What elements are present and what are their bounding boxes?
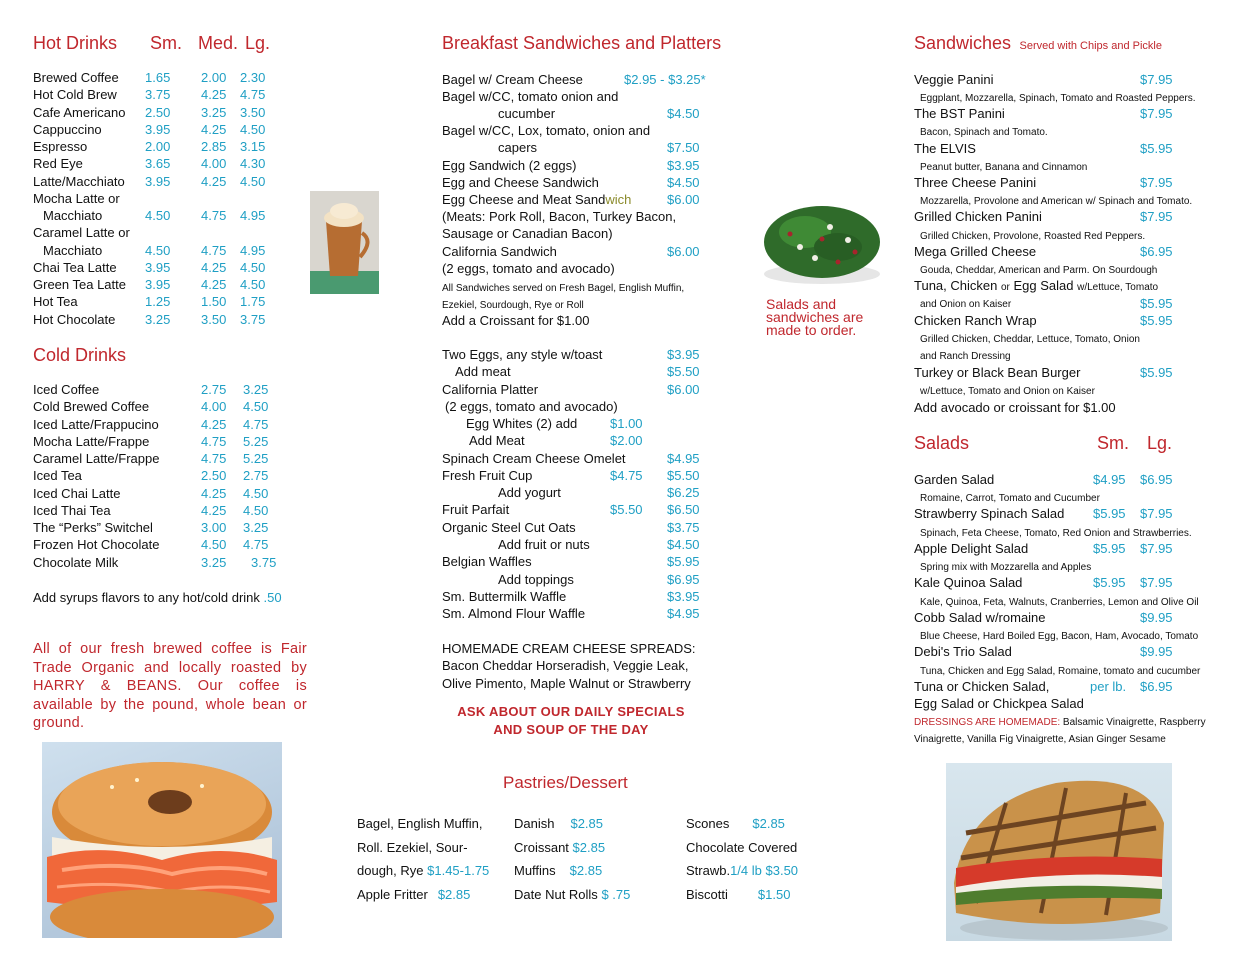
cold-drink-price-med: 4.25 xyxy=(201,416,227,432)
made-to-order-note: Salads and sandwiches are made to order. xyxy=(766,296,864,338)
hot-drink-name: Espresso xyxy=(33,139,88,154)
hot-drink-price-sm: 4.50 xyxy=(145,242,171,258)
price-kale-sm: $5.95 xyxy=(1093,575,1126,590)
cold-drink-price-lg: 4.75 xyxy=(243,416,269,432)
desc-mega-grilled-cheese: Gouda, Cheddar, American and Parm. On Sourdough xyxy=(920,265,1158,276)
hot-drink-name: Cappuccino xyxy=(33,121,102,137)
cold-drink-name: Cold Brewed Coffee xyxy=(33,399,150,415)
price-oats: $3.75 xyxy=(667,520,700,535)
item-add-fruit: Add fruit or nuts xyxy=(498,537,590,552)
hot-drink-price-lg: 4.95 xyxy=(240,208,266,223)
cold-drink-price-med: 3.25 xyxy=(201,554,227,570)
cold-drink-row xyxy=(33,554,293,571)
desc-cobb-salad: Blue Cheese, Hard Boiled Egg, Bacon, Ham, Avocado, Tomato xyxy=(920,631,1199,642)
cold-drink-name: Iced Latte/Frappucino xyxy=(33,416,159,432)
pastry-strawberries: Strawb.1/4 lb $3.50 xyxy=(686,863,799,878)
price-kale-lg: $7.95 xyxy=(1140,575,1173,590)
cold-drink-row xyxy=(33,485,293,502)
hot-drink-price-lg: 4.50 xyxy=(240,173,266,189)
cold-drink-name: Iced Chai Latte xyxy=(33,485,121,501)
item-debi-trio: Debi's Trio Salad xyxy=(914,644,1012,659)
cold-drinks-list xyxy=(33,381,293,571)
hot-drink-price-med: 4.25 xyxy=(201,121,227,137)
price-elvis: $5.95 xyxy=(1140,141,1173,156)
item-chicken-ranch: Chicken Ranch Wrap xyxy=(914,313,1037,328)
desc-strawberry-salad: Spinach, Feta Cheese, Tomato, Red Onion and Strawberries. xyxy=(920,528,1192,539)
price-garden-lg: $6.95 xyxy=(1140,472,1173,487)
hot-drink-name: Hot Chocolate xyxy=(33,311,116,327)
cold-drink-price-med: 4.25 xyxy=(201,485,227,501)
item-grilled-chicken: Grilled Chicken Panini xyxy=(914,209,1042,224)
desc-bst-panini: Bacon, Spinach and Tomato. xyxy=(920,127,1048,138)
hot-drink-price-med: 2.00 xyxy=(201,70,227,85)
price-parfait-sm: $5.50 xyxy=(610,502,643,517)
cold-drink-name: The “Perks” Switchel xyxy=(33,520,153,535)
item-bst-panini: The BST Panini xyxy=(914,106,1005,121)
hot-drink-price-lg: 4.30 xyxy=(240,156,266,172)
item-bagel-cc: Bagel w/ Cream Cheese xyxy=(442,72,583,87)
cold-drink-name: Frozen Hot Chocolate xyxy=(33,537,160,553)
dressings-note-1: DRESSINGS ARE HOMEMADE: Balsamic Vinaigrette, Raspberry xyxy=(914,717,1206,728)
item-toppings: Add toppings xyxy=(498,572,574,587)
price-add-meat-2: $2.00 xyxy=(610,433,643,448)
item-kale-salad: Kale Quinoa Salad xyxy=(914,575,1023,590)
price-bst-panini: $7.95 xyxy=(1140,106,1173,121)
item-omelet: Spinach Cream Cheese Omelet xyxy=(442,451,626,466)
cold-drink-name: Mocha Latte/Frappe xyxy=(33,433,150,449)
price-toppings: $6.95 xyxy=(667,572,700,587)
hot-drink-row xyxy=(33,207,293,224)
hot-drink-price-med: 3.25 xyxy=(201,104,227,120)
item-waffles: Belgian Waffles xyxy=(442,554,532,569)
hot-drink-row xyxy=(33,311,293,328)
desc-three-cheese: Mozzarella, Provolone and American w/ Spinach and Tomato. xyxy=(920,196,1193,207)
hot-drink-name: Latte/Macchiato xyxy=(33,173,125,189)
price-cobb-salad: $9.95 xyxy=(1140,610,1173,625)
price-garden-sm: $4.95 xyxy=(1093,472,1126,487)
hot-size-lg: Lg. xyxy=(245,33,271,53)
cold-drink-name: Caramel Latte/Frappe xyxy=(33,451,160,466)
cold-drink-price-med: 2.75 xyxy=(201,382,227,397)
hot-drink-price-med: 4.00 xyxy=(201,156,227,172)
pastry-biscotti: Biscotti $1.50 xyxy=(686,887,791,902)
hot-drink-row xyxy=(33,86,293,103)
price-strawberry-lg: $7.95 xyxy=(1140,506,1173,521)
mocha-latte-photo xyxy=(310,191,379,294)
item-egg-cheese: Egg and Cheese Sandwich xyxy=(442,175,599,190)
hot-drink-row xyxy=(33,224,293,241)
hot-drink-price-lg: 2.30 xyxy=(240,70,266,85)
hot-drink-price-med: 2.85 xyxy=(201,139,227,154)
item-buttermilk: Sm. Buttermilk Waffle xyxy=(442,589,567,604)
hot-drink-price-med: 4.25 xyxy=(201,87,227,103)
price-apple-lg: $7.95 xyxy=(1140,541,1173,556)
hot-size-med: Med. xyxy=(198,33,239,53)
hot-drink-price-sm: 3.95 xyxy=(145,121,171,137)
item-veggie-panini: Veggie Panini xyxy=(914,72,994,87)
bagel-lox-photo xyxy=(42,742,282,938)
price-bagel-cc: $2.95 - $3.25* xyxy=(624,72,706,87)
cold-drink-row xyxy=(33,536,293,553)
price-egg-whites: $1.00 xyxy=(610,416,643,431)
meats-note-1: (Meats: Pork Roll, Bacon, Turkey Bacon, xyxy=(442,209,677,224)
avocado-note: Add avocado or croissant for $1.00 xyxy=(914,400,1116,415)
kale-salad-photo xyxy=(760,192,884,288)
cold-drink-row xyxy=(33,381,293,398)
hot-drink-row xyxy=(33,190,293,207)
hot-drink-row xyxy=(33,104,293,121)
desc-tuna-chicken-egg: and Onion on Kaiser xyxy=(920,299,1012,310)
price-three-cheese: $7.95 xyxy=(1140,175,1173,190)
syrup-note: Add syrups flavors to any hot/cold drink .50 xyxy=(33,590,282,605)
california-desc: (2 eggs, tomato and avocado) xyxy=(442,261,615,276)
item-egg-whites: Egg Whites (2) add xyxy=(466,416,578,431)
hot-drink-name: Red Eye xyxy=(33,156,83,172)
hot-drink-price-sm: 3.95 xyxy=(145,259,171,275)
salads-size-sm: Sm. xyxy=(1097,433,1130,453)
price-fruit-cup-sm: $4.75 xyxy=(610,468,643,483)
price-apple-sm: $5.95 xyxy=(1093,541,1126,556)
item-garden-salad: Garden Salad xyxy=(914,472,995,487)
desc-kale-salad: Kale, Quinoa, Feta, Walnuts, Cranberries, Lemon and Olive Oil xyxy=(920,597,1199,608)
desc-chicken-ranch-2: and Ranch Dressing xyxy=(920,351,1011,362)
cold-drink-row xyxy=(33,519,293,536)
desc-debi-trio: Tuna, Chicken and Egg Salad, Romaine, tomato and cucumber xyxy=(920,666,1201,677)
item-mega-grilled-cheese: Mega Grilled Cheese xyxy=(914,244,1037,259)
price-california: $6.00 xyxy=(667,244,700,259)
desc-veggie-panini: Eggplant, Mozzarella, Spinach, Tomato and Roasted Peppers. xyxy=(920,93,1196,104)
hot-size-sm: Sm. xyxy=(150,33,183,53)
cold-drink-row xyxy=(33,416,293,433)
price-tuna-chicken-salad: $6.95 xyxy=(1140,679,1173,694)
hot-drink-price-med: 4.25 xyxy=(201,173,227,189)
hot-drink-price-lg: 4.50 xyxy=(240,277,266,292)
item-apple-salad: Apple Delight Salad xyxy=(914,541,1029,556)
cold-drink-price-med: 4.00 xyxy=(201,399,227,415)
pastry-bagels-1: Bagel, English Muffin, xyxy=(357,816,483,831)
hot-drinks-title: Hot Drinks xyxy=(33,33,118,53)
item-add-meat: Add meat xyxy=(455,364,511,379)
item-three-cheese: Three Cheese Panini xyxy=(914,175,1037,190)
hot-drink-name: Hot Cold Brew xyxy=(33,87,117,103)
price-two-eggs: $3.95 xyxy=(667,347,700,362)
price-omelet: $4.95 xyxy=(667,451,700,466)
cold-drink-price-lg: 3.25 xyxy=(243,520,269,535)
cold-drink-price-med: 4.75 xyxy=(201,433,227,449)
hot-drink-price-med: 1.50 xyxy=(201,294,227,310)
item-oats: Organic Steel Cut Oats xyxy=(442,520,576,535)
item-california: California Sandwich xyxy=(442,244,557,259)
item-parfait: Fruit Parfait xyxy=(442,502,510,517)
pastry-croissant: Croissant $2.85 xyxy=(514,840,606,855)
pastry-bagels-3: dough, Rye $1.45-1.75 xyxy=(357,863,490,878)
hot-drink-name: Cafe Americano xyxy=(33,104,126,120)
price-egg-cheese: $4.50 xyxy=(667,175,700,190)
hot-drink-name: Macchiato xyxy=(43,208,103,223)
hot-drink-row xyxy=(33,293,293,310)
hot-drinks-list xyxy=(33,69,293,328)
item-egg-chickpea-salad: Egg Salad or Chickpea Salad xyxy=(914,696,1084,711)
cold-drink-name: Iced Thai Tea xyxy=(33,502,111,518)
price-debi-trio: $9.95 xyxy=(1140,644,1173,659)
item-add-yogurt: Add yogurt xyxy=(498,485,561,500)
item-tuna-chicken-egg: Tuna, Chicken or Egg Salad w/Lettuce, Tomato xyxy=(914,278,1159,293)
dressings-note-2: Vinaigrette, Vanilla Fig Vinaigrette, Asian Ginger Sesame xyxy=(914,734,1166,745)
hot-drink-row xyxy=(33,121,293,138)
hot-drink-name: Chai Tea Latte xyxy=(33,259,117,275)
daily-specials: ASK ABOUT OUR DAILY SPECIALS AND SOUP OF THE DAY xyxy=(457,704,685,737)
item-fruit-cup: Fresh Fruit Cup xyxy=(442,468,533,483)
salads-size-lg: Lg. xyxy=(1147,433,1173,453)
cold-drink-price-med: 4.25 xyxy=(201,502,227,518)
desc-garden-salad: Romaine, Carrot, Tomato and Cucumber xyxy=(920,493,1100,504)
desc-turkey-burger: w/Lettuce, Tomato and Onion on Kaiser xyxy=(920,386,1095,397)
pastry-fritter: Apple Fritter $2.85 xyxy=(357,887,471,902)
item-egg-meat: Egg Cheese and Meat Sandwich xyxy=(442,192,632,207)
hot-drink-price-med: 3.50 xyxy=(201,311,227,327)
cold-drink-price-med: 4.75 xyxy=(201,451,227,466)
hot-drink-price-med: 4.75 xyxy=(201,208,227,223)
hot-drink-row xyxy=(33,69,293,86)
item-tuna-chicken-salad: Tuna or Chicken Salad, xyxy=(914,679,1050,694)
hot-drink-name: Caramel Latte or xyxy=(33,225,130,241)
cal-platter-desc: (2 eggs, tomato and avocado) xyxy=(445,399,618,414)
hot-drink-price-sm: 2.00 xyxy=(145,139,171,154)
sandwiches-heading: Sandwiches Served with Chips and Pickle xyxy=(914,33,1162,53)
price-almond: $4.95 xyxy=(667,606,700,621)
cold-drink-price-lg: 4.75 xyxy=(243,537,269,553)
hot-drink-price-lg: 3.15 xyxy=(240,139,266,154)
cold-drink-price-lg: 4.50 xyxy=(243,485,269,501)
price-add-meat: $5.50 xyxy=(667,364,700,379)
desc-grilled-chicken: Grilled Chicken, Provolone, Roasted Red Peppers. xyxy=(920,231,1146,242)
item-add-meat-2: Add Meat xyxy=(469,433,525,448)
meats-note-2: Sausage or Canadian Bacon) xyxy=(442,226,613,241)
cold-drink-price-med: 2.50 xyxy=(201,468,227,484)
hot-drink-row xyxy=(33,259,293,276)
price-veggie-panini: $7.95 xyxy=(1140,72,1173,87)
hot-drink-name: Green Tea Latte xyxy=(33,277,126,292)
hot-drink-price-sm: 3.25 xyxy=(145,311,171,327)
price-egg-meat: $6.00 xyxy=(667,192,700,207)
item-bagel-cc-tomato-2: cucumber xyxy=(498,106,556,121)
hot-drink-price-med: 4.75 xyxy=(201,242,227,258)
cold-drink-price-lg: 2.75 xyxy=(243,468,269,484)
item-bagel-lox-2: capers xyxy=(498,140,538,155)
item-almond: Sm. Almond Flour Waffle xyxy=(442,606,586,621)
spreads-title: HOMEMADE CREAM CHEESE SPREADS: xyxy=(442,641,696,656)
salads-title: Salads xyxy=(914,433,970,453)
price-parfait-lg: $6.50 xyxy=(667,502,700,517)
unit-tuna-chicken-salad: per lb. xyxy=(1090,679,1127,694)
cold-drink-row xyxy=(33,450,293,467)
price-add-yogurt: $6.25 xyxy=(667,485,700,500)
cold-drink-price-lg: 5.25 xyxy=(243,433,269,449)
item-bagel-lox: Bagel w/CC, Lox, tomato, onion and xyxy=(442,123,651,138)
pastry-danish: Danish $2.85 xyxy=(514,816,604,831)
price-egg-sandwich: $3.95 xyxy=(667,158,700,173)
hot-drink-price-lg: 4.95 xyxy=(240,242,266,258)
cold-drink-name: Chocolate Milk xyxy=(33,554,119,570)
hot-drink-price-lg: 4.75 xyxy=(240,87,266,103)
croissant-note: Add a Croissant for $1.00 xyxy=(442,313,590,328)
hot-drink-row xyxy=(33,242,293,259)
price-cal-platter: $6.00 xyxy=(667,382,700,397)
hot-drink-price-sm: 3.95 xyxy=(145,173,171,189)
breakfast-title: Breakfast Sandwiches and Platters xyxy=(442,33,722,53)
price-add-fruit: $4.50 xyxy=(667,537,700,552)
hot-drink-row xyxy=(33,155,293,172)
cold-drink-price-med: 3.00 xyxy=(201,520,227,535)
item-turkey-burger: Turkey or Black Bean Burger xyxy=(914,365,1081,380)
price-bagel-cc-tomato: $4.50 xyxy=(667,106,700,121)
hot-drink-price-sm: 2.50 xyxy=(145,104,171,120)
pastry-scones: Scones $2.85 xyxy=(686,816,785,831)
pastry-date-nut: Date Nut Rolls $ .75 xyxy=(514,887,631,902)
cold-drink-name: Iced Tea xyxy=(33,468,82,484)
panini-photo xyxy=(946,763,1172,941)
cold-drink-name: Iced Coffee xyxy=(33,382,100,397)
item-cobb-salad: Cobb Salad w/romaine xyxy=(914,610,1046,625)
hot-drink-name: Brewed Coffee xyxy=(33,70,119,85)
hot-drink-price-lg: 4.50 xyxy=(240,259,266,275)
cold-drink-price-lg: 4.50 xyxy=(243,502,269,518)
item-cal-platter: California Platter xyxy=(442,382,539,397)
item-elvis: The ELVIS xyxy=(914,141,976,156)
cold-drink-row xyxy=(33,433,293,450)
desc-elvis: Peanut butter, Banana and Cinnamon xyxy=(920,162,1088,173)
desc-apple-salad: Spring mix with Mozzarella and Apples xyxy=(920,562,1092,573)
price-grilled-chicken: $7.95 xyxy=(1140,209,1173,224)
hot-drink-price-lg: 1.75 xyxy=(240,294,266,310)
price-buttermilk: $3.95 xyxy=(667,589,700,604)
price-bagel-lox: $7.50 xyxy=(667,140,700,155)
spreads-line-2: Olive Pimento, Maple Walnut or Strawberry xyxy=(442,676,691,691)
hot-drink-name: Hot Tea xyxy=(33,294,78,310)
price-turkey-burger: $5.95 xyxy=(1140,365,1173,380)
hot-drink-name: Macchiato xyxy=(43,242,103,258)
hot-drink-price-med: 4.25 xyxy=(201,277,227,292)
hot-drink-row xyxy=(33,138,293,155)
hot-drink-price-lg: 3.75 xyxy=(240,311,266,327)
pastry-muffins: Muffins $2.85 xyxy=(514,863,603,878)
served-note-1: All Sandwiches served on Fresh Bagel, English Muffin, xyxy=(442,283,685,294)
served-note-2: Ezekiel, Sourdough, Rye or Roll xyxy=(442,300,584,311)
cold-drinks-title: Cold Drinks xyxy=(33,345,127,365)
cold-drink-price-lg: 4.50 xyxy=(243,399,269,415)
fair-trade-note: All of our fresh brewed coffee is Fair Trade Organic and locally roasted by HARRY & BEANS. Our coffee is available by the pound, whole bean or ground. xyxy=(33,641,307,731)
item-bagel-cc-tomato: Bagel w/CC, tomato onion and xyxy=(442,89,619,104)
hot-drink-price-sm: 3.65 xyxy=(145,156,171,172)
cold-drink-row xyxy=(33,502,293,519)
pastry-bagels-2: Roll. Ezekiel, Sour- xyxy=(357,840,468,855)
hot-drink-row xyxy=(33,276,293,293)
price-strawberry-sm: $5.95 xyxy=(1093,506,1126,521)
cold-drink-price-lg: 5.25 xyxy=(243,451,269,466)
spreads-line-1: Bacon Cheddar Horseradish, Veggie Leak, xyxy=(442,658,689,673)
price-mega-grilled-cheese: $6.95 xyxy=(1140,244,1173,259)
cold-drink-price-lg: 3.25 xyxy=(243,382,269,397)
pastries-title: Pastries/Dessert xyxy=(503,773,628,792)
item-egg-sandwich: Egg Sandwich (2 eggs) xyxy=(442,158,577,173)
hot-drink-price-lg: 4.50 xyxy=(240,121,266,137)
price-fruit-cup-lg: $5.50 xyxy=(667,468,700,483)
cold-drink-row xyxy=(33,467,293,484)
cold-drink-price-med: 4.50 xyxy=(201,537,227,553)
hot-drink-price-sm: 3.75 xyxy=(145,87,171,103)
price-chicken-ranch: $5.95 xyxy=(1140,313,1173,328)
desc-chicken-ranch-1: Grilled Chicken, Cheddar, Lettuce, Tomato, Onion xyxy=(920,334,1140,345)
hot-drink-name: Mocha Latte or xyxy=(33,190,120,206)
item-strawberry-salad: Strawberry Spinach Salad xyxy=(914,506,1065,521)
hot-drink-price-lg: 3.50 xyxy=(240,104,266,120)
item-two-eggs: Two Eggs, any style w/toast xyxy=(442,347,603,362)
hot-drink-price-sm: 4.50 xyxy=(145,208,171,223)
price-waffles: $5.95 xyxy=(667,554,700,569)
hot-drink-price-med: 4.25 xyxy=(201,259,227,275)
hot-drink-price-sm: 1.25 xyxy=(145,294,171,310)
hot-drink-row xyxy=(33,173,293,190)
price-tuna-chicken-egg: $5.95 xyxy=(1140,296,1173,311)
cold-drink-price-lg: 3.75 xyxy=(251,554,277,570)
cold-drink-row xyxy=(33,398,293,415)
hot-drink-price-sm: 1.65 xyxy=(145,70,171,85)
pastry-choc-covered: Chocolate Covered xyxy=(686,840,798,855)
hot-drink-price-sm: 3.95 xyxy=(145,277,171,292)
